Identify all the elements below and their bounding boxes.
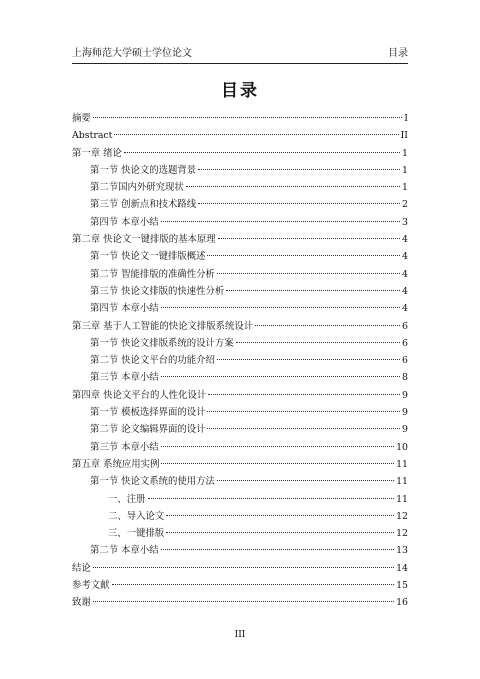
- toc-entry-title: 第三节 本章小结: [90, 441, 159, 453]
- toc-entry-title: 摘要: [72, 113, 91, 124]
- toc-entry[interactable]: [72, 473, 408, 490]
- toc-dot-leader: [161, 463, 394, 464]
- toc-dot-leader: [217, 359, 400, 360]
- toc-dot-leader: [148, 498, 395, 499]
- toc-dot-leader: [207, 411, 400, 412]
- toc-entry-page: 4: [402, 251, 408, 263]
- toc-dot-leader: [161, 376, 400, 377]
- toc-dot-leader: [255, 325, 400, 326]
- toc-entry-page: 1: [402, 164, 408, 176]
- toc-entry[interactable]: [72, 352, 408, 369]
- toc-entry[interactable]: [72, 560, 408, 577]
- toc-entry-page: 4: [402, 234, 408, 246]
- toc-dot-leader: [166, 532, 394, 533]
- toc-entry-title: 第二节 论文编辑界面的设计: [90, 424, 206, 436]
- toc-entry-page: 14: [396, 562, 408, 574]
- toc-entry-title: 结论: [72, 562, 91, 574]
- page-number: III: [234, 630, 246, 640]
- toc-dot-leader: [124, 152, 400, 153]
- toc-entry-page: 2: [402, 199, 408, 211]
- toc-entry[interactable]: [72, 456, 408, 473]
- toc-entry-title: 一、注册: [108, 493, 146, 505]
- toc-dot-leader: [93, 117, 403, 118]
- toc-entry-title: 第一节 快论文排版系统的设计方案: [90, 337, 234, 349]
- toc-entry[interactable]: [72, 179, 408, 196]
- toc-entry[interactable]: [72, 594, 408, 611]
- toc-entry-page: 9: [402, 407, 408, 419]
- toc-dot-leader: [207, 428, 400, 429]
- toc-dot-leader: [112, 584, 395, 585]
- toc-dot-leader: [166, 515, 394, 516]
- toc-entry[interactable]: [72, 196, 408, 213]
- toc-entry-title: 第三节 本章小结: [90, 372, 159, 384]
- toc-entry-page: 9: [402, 389, 408, 401]
- toc-entry[interactable]: [72, 248, 408, 265]
- toc-entry[interactable]: [72, 300, 408, 317]
- toc-dot-leader: [186, 186, 400, 187]
- toc-entry-title: 第三节 创新点和技术路线: [90, 199, 197, 211]
- toc-entry-title: 第一节 快论文的选题背景: [90, 164, 197, 176]
- toc-entry-page: 11: [396, 458, 408, 470]
- toc-entry[interactable]: [72, 491, 408, 508]
- toc-entry-page: 3: [402, 216, 408, 228]
- page-title: 目录: [221, 81, 259, 101]
- toc-entry[interactable]: [72, 369, 408, 386]
- toc-entry-page: 1: [402, 182, 408, 194]
- toc-dot-leader: [207, 255, 400, 256]
- toc-entry-title: 二、导入论文: [108, 510, 165, 522]
- toc-entry[interactable]: [72, 335, 408, 352]
- toc-entry-title: 第二节 快论文平台的功能介绍: [90, 355, 215, 367]
- toc-dot-leader: [208, 394, 400, 395]
- running-header: [72, 44, 408, 64]
- toc-entry-page: 4: [402, 303, 408, 315]
- toc-entry-title: 参考文献: [72, 580, 110, 592]
- toc-dot-leader: [218, 238, 400, 239]
- table-of-contents: [72, 110, 408, 612]
- toc-entry-title: 第四节 本章小结: [90, 216, 159, 228]
- toc-dot-leader: [114, 134, 398, 135]
- toc-dot-leader: [236, 342, 400, 343]
- toc-entry-page: 1: [402, 147, 408, 159]
- toc-entry[interactable]: [72, 318, 408, 335]
- toc-entry-page: 16: [396, 597, 408, 609]
- toc-dot-leader: [198, 203, 400, 204]
- toc-entry-title: 第二章 快论文一键排版的基本原理: [72, 234, 216, 246]
- toc-entry-page: 12: [396, 510, 408, 522]
- toc-entry-title: 第一节 快论文一键排版概述: [90, 251, 206, 263]
- toc-entry-page: I: [404, 113, 408, 124]
- toc-dot-leader: [198, 169, 400, 170]
- toc-entry-page: 4: [402, 268, 408, 280]
- toc-dot-leader: [93, 601, 394, 602]
- toc-entry-title: 第二节国内外研究现状: [90, 182, 184, 194]
- toc-entry[interactable]: [72, 542, 408, 559]
- header-thesis-title: 上海师范大学硕士学位论文: [72, 48, 192, 59]
- toc-entry[interactable]: [72, 577, 408, 594]
- toc-entry[interactable]: [72, 127, 408, 144]
- toc-entry-page: 4: [402, 285, 408, 297]
- toc-entry-page: 15: [396, 580, 408, 592]
- toc-entry[interactable]: [72, 162, 408, 179]
- toc-entry-page: 8: [402, 372, 408, 384]
- toc-entry[interactable]: [72, 421, 408, 438]
- toc-entry-page: 11: [396, 476, 408, 488]
- toc-dot-leader: [93, 567, 394, 568]
- toc-entry[interactable]: [72, 266, 408, 283]
- toc-entry-title: 第一章 绪论: [72, 147, 122, 159]
- toc-dot-leader: [161, 307, 400, 308]
- toc-entry-title: 三、一键排版: [108, 528, 165, 540]
- toc-entry[interactable]: [72, 145, 408, 162]
- toc-entry-title: 第三节 快论文排版的快速性分析: [90, 285, 225, 297]
- toc-entry[interactable]: [72, 508, 408, 525]
- toc-entry[interactable]: [72, 110, 408, 127]
- toc-entry[interactable]: [72, 214, 408, 231]
- toc-entry-page: 9: [402, 424, 408, 436]
- toc-entry-page: II: [400, 130, 408, 142]
- toc-entry-title: 第五章 系统应用实例: [72, 458, 160, 470]
- toc-entry-page: 6: [402, 320, 408, 332]
- toc-dot-leader: [217, 480, 394, 481]
- toc-entry[interactable]: [72, 439, 408, 456]
- toc-entry[interactable]: [72, 404, 408, 421]
- toc-entry-page: 11: [396, 493, 408, 505]
- toc-entry[interactable]: [72, 231, 408, 248]
- toc-entry-title: Abstract: [72, 130, 113, 142]
- toc-entry-page: 10: [396, 441, 408, 453]
- toc-entry-title: 第二节 本章小结: [90, 545, 159, 557]
- toc-entry[interactable]: [72, 283, 408, 300]
- header-section-name: 目录: [388, 48, 408, 59]
- toc-entry-page: 12: [396, 528, 408, 540]
- toc-entry-title: 第二节 智能排版的准确性分析: [90, 268, 215, 280]
- toc-entry[interactable]: [72, 387, 408, 404]
- toc-dot-leader: [226, 290, 400, 291]
- toc-entry-page: 6: [402, 355, 408, 367]
- toc-dot-leader: [161, 549, 394, 550]
- toc-entry-title: 第一节 模板选择界面的设计: [90, 407, 206, 419]
- toc-dot-leader: [161, 446, 394, 447]
- toc-dot-leader: [217, 273, 400, 274]
- toc-entry-page: 6: [402, 337, 408, 349]
- toc-entry-title: 第三章 基于人工智能的快论文排版系统设计: [72, 320, 254, 332]
- toc-entry[interactable]: [72, 525, 408, 542]
- toc-entry-title: 第四节 本章小结: [90, 303, 159, 315]
- toc-entry-title: 第四章 快论文平台的人性化设计: [72, 389, 207, 401]
- toc-entry-title: 致谢: [72, 597, 91, 609]
- toc-dot-leader: [161, 221, 400, 222]
- toc-entry-title: 第一节 快论文系统的使用方法: [90, 476, 215, 488]
- toc-entry-page: 13: [396, 545, 408, 557]
